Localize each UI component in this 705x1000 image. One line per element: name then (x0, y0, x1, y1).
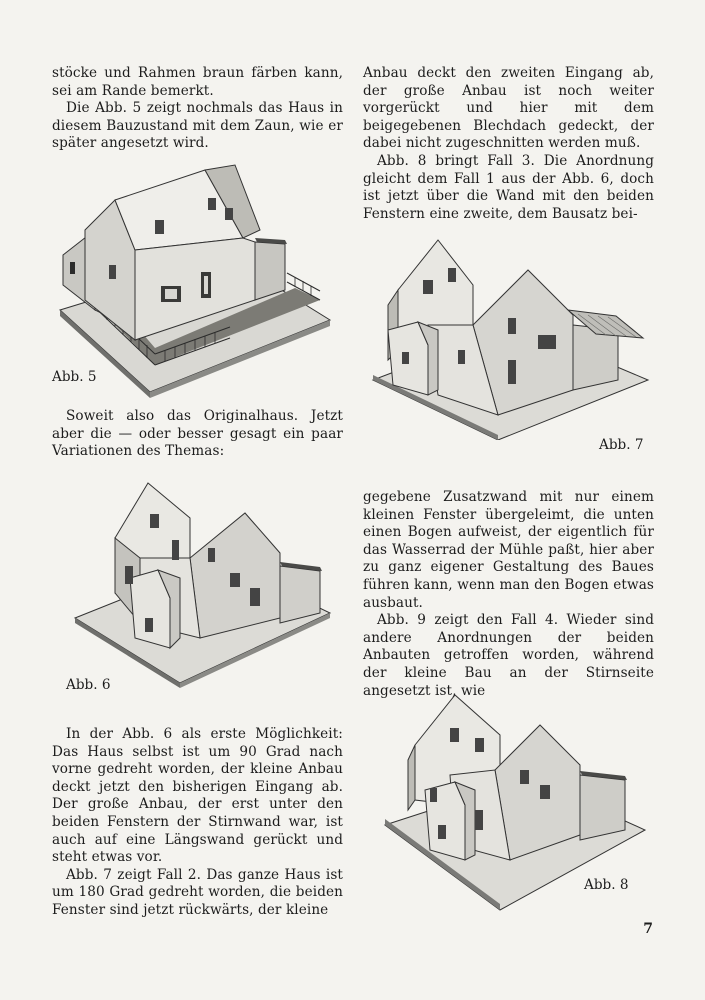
paragraph: Anbau deckt den zweiten Eingang ab, der große Anbau ist noch weiter vorgerückt und hier mit dem beigegebenen Blechdach gedeckt, der dabei nicht zugeschnitten werden muß. (363, 65, 654, 152)
paragraph: stöcke und Rahmen braun färben kann, sei am Rande bemerkt. (52, 65, 343, 99)
caption-abb-5: Abb. 5 (52, 369, 97, 385)
figure-abb-5 (55, 160, 340, 400)
right-text-block-1 (363, 65, 654, 223)
left-text-block-1 (52, 65, 343, 153)
paragraph: Soweit also das Originalhaus. Jetzt aber die — oder besser gesagt ein paar Variationen des Themas: (52, 408, 343, 460)
house-model-illustration (55, 160, 340, 400)
caption-abb-7: Abb. 7 (599, 437, 644, 453)
paragraph: Abb. 8 bringt Fall 3. Die Anordnung gleicht dem Fall 1 aus der Abb. 6, doch ist jetzt über die Wand mit den beiden Fenstern eine zweite, dem Bausatz bei- (363, 152, 654, 222)
figure-abb-7 (368, 230, 653, 440)
page-number: 7 (643, 921, 653, 937)
left-text-block-2 (52, 408, 343, 461)
paragraph: gegebene Zusatzwand mit nur einem kleinen Fenster übergeleimt, die unten einen Bogen aufweist, der eigentlich für das Wasserrad der Mühle paßt, hier aber zu ganz eigener Gestaltung des Baues führen kann, wenn man den Bogen etwas ausbaut. (363, 489, 654, 611)
right-text-block-2 (363, 489, 654, 700)
caption-abb-8: Abb. 8 (584, 877, 629, 893)
left-text-block-3 (52, 726, 343, 920)
house-model-illustration (70, 478, 335, 688)
paragraph: Die Abb. 5 zeigt nochmals das Haus in diesem Bauzustand mit dem Zaun, wie er später angesetzt wird. (52, 100, 343, 152)
caption-abb-6: Abb. 6 (66, 677, 111, 693)
paragraph: Abb. 7 zeigt Fall 2. Das ganze Haus ist um 180 Grad gedreht worden, die beiden Fenster sind jetzt rückwärts, der kleine (52, 866, 343, 918)
house-model-illustration (368, 230, 653, 440)
paragraph: Abb. 9 zeigt den Fall 4. Wieder sind andere Anordnungen der beiden Anbauten getroffen worden, während der kleine Bau an der Stirnseite angesetzt ist, wie (363, 612, 654, 699)
figure-abb-6 (70, 478, 335, 688)
paragraph: In der Abb. 6 als erste Möglichkeit: Das Haus selbst ist um 90 Grad nach vorne gedreht worden, der kleine Anbau deckt jetzt den bisherigen Eingang ab. Der große Anbau, der erst unter den beiden Fenstern der Stirnwand war, ist auch auf eine Längswand gerückt und steht etwas vor. (52, 726, 343, 866)
